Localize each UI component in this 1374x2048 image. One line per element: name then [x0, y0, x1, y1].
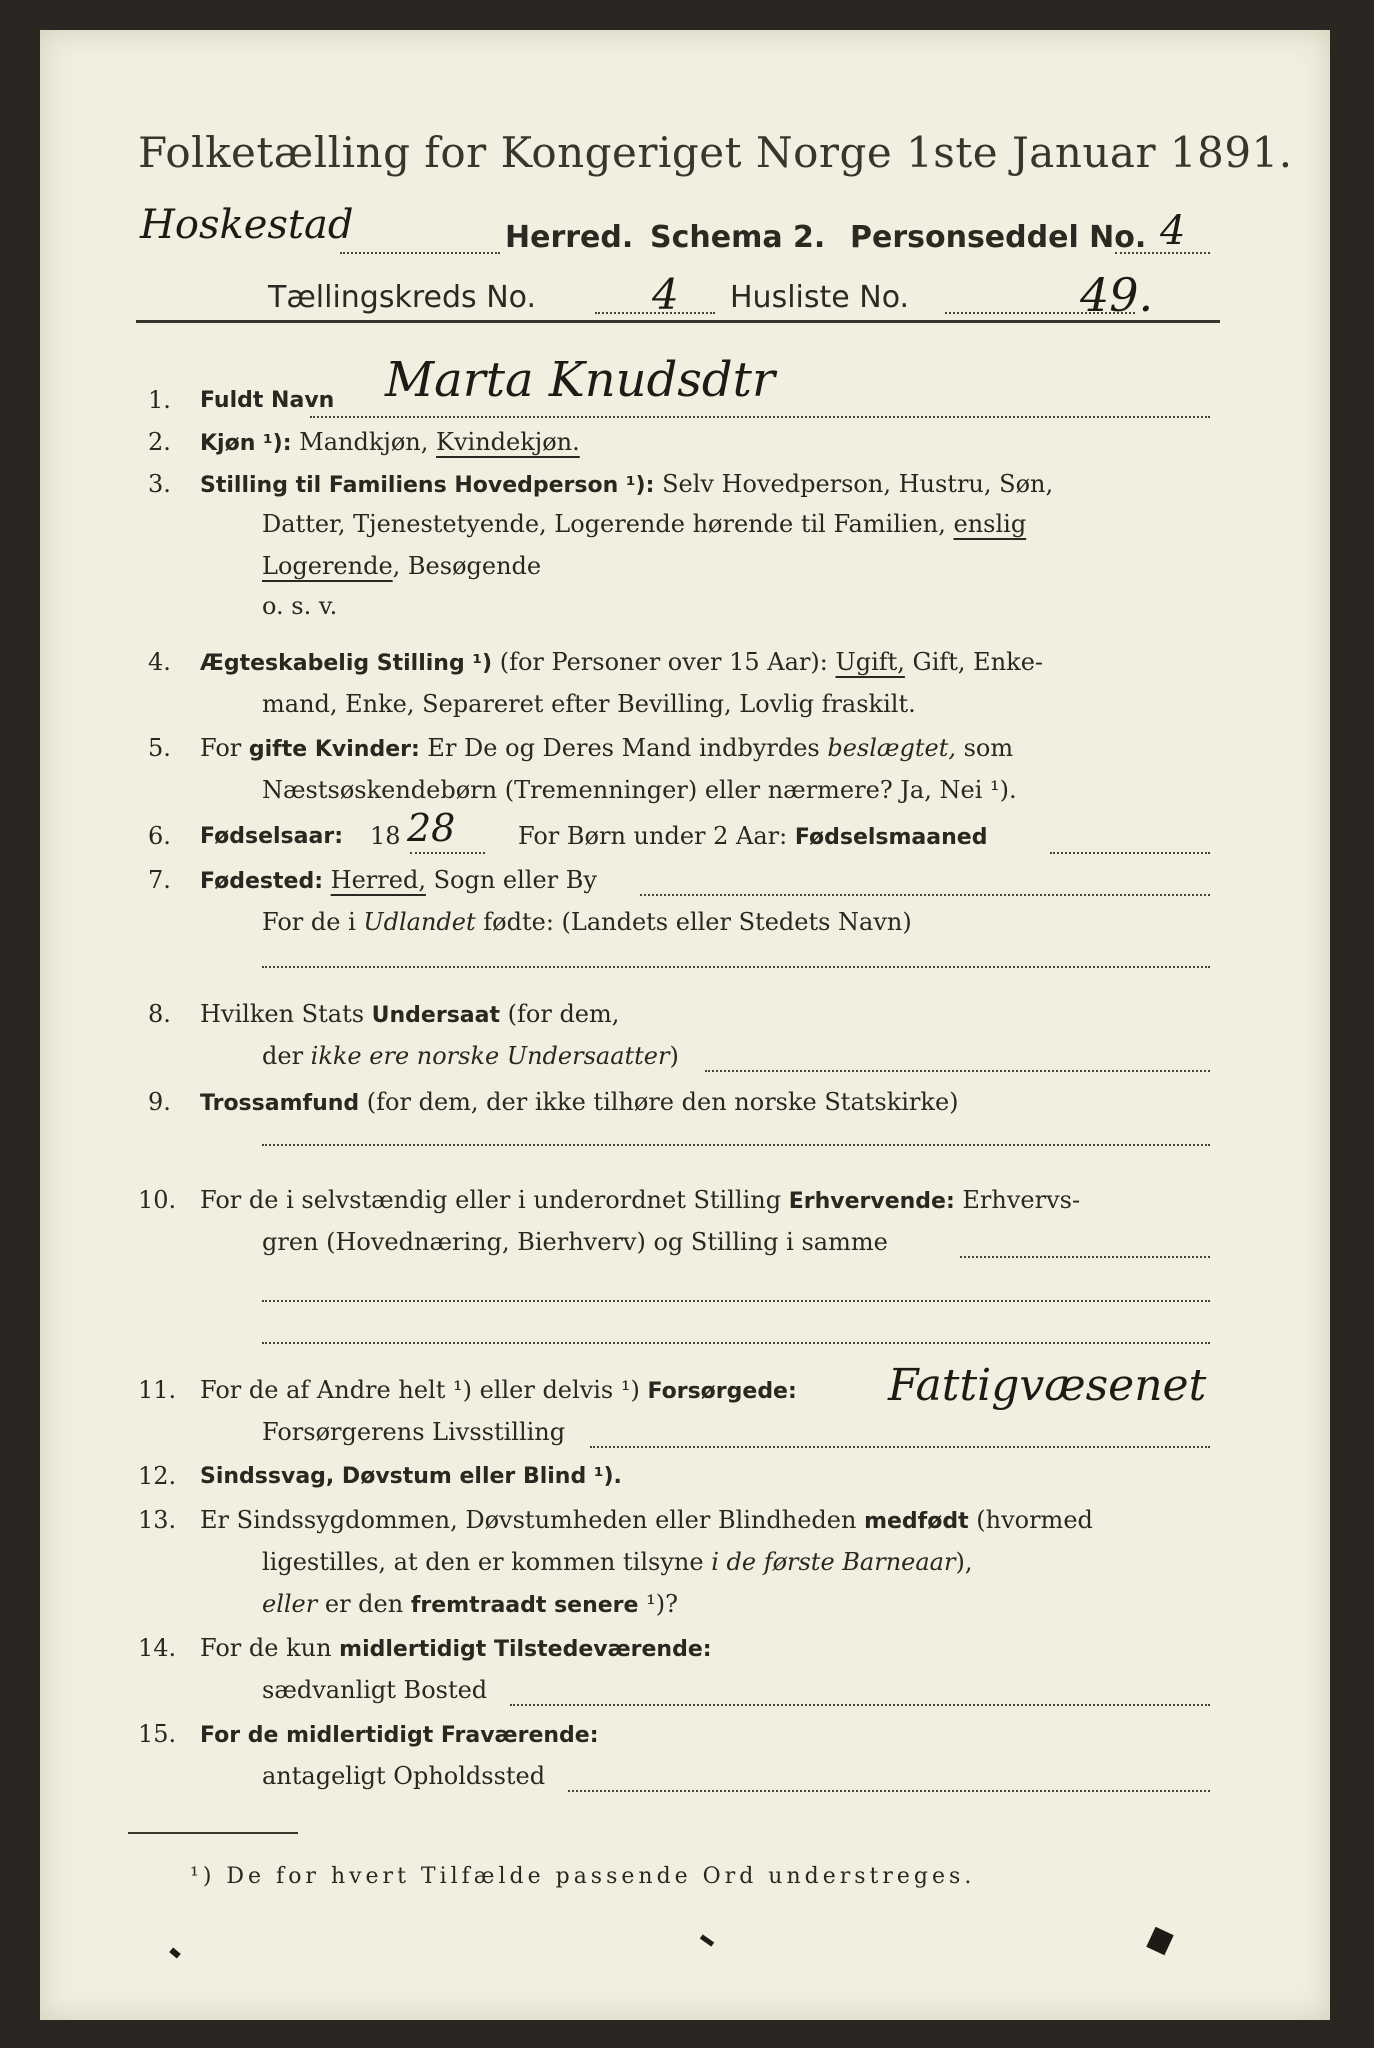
item-9-line	[200, 1088, 959, 1116]
item-3-line-1	[200, 470, 1053, 498]
herred-name: Hoskestad	[140, 202, 354, 248]
item-9-number: 9.	[148, 1088, 171, 1116]
item-8-ikke: ikke ere norske Undersaatter	[310, 1042, 670, 1070]
schema-label: Schema 2.	[650, 220, 826, 255]
item-8-line-2	[262, 1042, 679, 1070]
personseddel-value: 4	[1160, 208, 1186, 254]
item-14-line-1	[200, 1634, 712, 1662]
item-13-barneaar: i de første Barneaar	[711, 1548, 956, 1576]
item-10-dots-3	[262, 1342, 1210, 1344]
item-13-line-2	[262, 1548, 972, 1576]
ink-blot	[1146, 1927, 1173, 1955]
item-8-label: Undersaat	[371, 1003, 501, 1028]
item-11-dots	[590, 1446, 1210, 1448]
item-11-number: 11.	[138, 1376, 177, 1404]
husliste-label: Husliste No.	[730, 280, 910, 315]
item-2-line	[200, 428, 580, 456]
item-3-line-2	[262, 510, 1026, 538]
item-8-dots	[705, 1070, 1210, 1072]
item-13-medfodt: medfødt	[864, 1509, 969, 1534]
item-13-number: 13.	[138, 1506, 177, 1534]
item-4-text-2: mand, Enke, Separeret efter Bevilling, Lovlig fraskilt.	[262, 690, 916, 718]
item-13-hvormed: (hvormed	[968, 1506, 1093, 1534]
item-13-line-1	[200, 1506, 1093, 1534]
item-6-number: 6.	[148, 822, 171, 850]
taellingskreds-value: 4	[652, 270, 679, 319]
ink-speck	[169, 1947, 181, 1958]
item-10-label: Erhvervende:	[788, 1189, 955, 1214]
taellingskreds-label: Tællingskreds No.	[268, 280, 536, 315]
item-10-dots-1	[960, 1256, 1210, 1258]
item-6-century: 18	[370, 822, 401, 850]
item-5-text-2: Næstsøskendebørn (Tremenninger) eller nærmere? Ja, Nei ¹).	[262, 776, 1017, 804]
item-8-der: der	[262, 1042, 311, 1070]
item-5-label: gifte Kvinder:	[248, 737, 428, 762]
item-8-text-1: (for dem,	[500, 1000, 620, 1028]
item-7-text-2b: fødte: (Landets eller Stedets Navn)	[475, 908, 912, 936]
item-15-line-1	[200, 1720, 599, 1748]
form-title: Folketælling for Kongeriget Norge 1ste Januar 1891.	[138, 128, 1293, 177]
census-form-sheet	[40, 30, 1330, 2020]
item-14-dots	[510, 1704, 1210, 1706]
item-8-close: )	[669, 1042, 679, 1070]
item-3-label: Stilling til Familiens Hovedperson ¹):	[200, 473, 663, 498]
item-7-line-1	[200, 866, 597, 894]
item-3-text-2: Datter, Tjenestetyende, Logerende hørende til Familien,	[262, 510, 954, 538]
item-8-number: 8.	[148, 1000, 171, 1028]
item-14-number: 14.	[138, 1634, 177, 1662]
item-13-end: ¹)?	[638, 1590, 678, 1618]
item-7-text-2a: For de i	[262, 908, 364, 936]
item-15-number: 15.	[138, 1720, 177, 1748]
item-10-dots-2	[262, 1300, 1210, 1302]
item-3-osv: o. s. v.	[262, 592, 338, 620]
item-5-number: 5.	[148, 734, 171, 762]
item-1-dots	[310, 416, 1210, 418]
item-12-number: 12.	[138, 1462, 177, 1490]
item-13-text-1: Er Sindssygdommen, Døvstumheden eller Blindheden	[200, 1506, 865, 1534]
item-9-dots	[262, 1144, 1210, 1146]
item-10-text-1: For de i selvstændig eller i underordnet Stilling	[200, 1186, 789, 1214]
item-10-line-1	[200, 1186, 1080, 1214]
item-7-text-1: Sogn eller By	[425, 866, 597, 894]
item-9-text: (for dem, der ikke tilhøre den norske Statskirke)	[359, 1088, 959, 1116]
item-10-text-1b: Erhvervs-	[954, 1186, 1081, 1214]
item-15-label: For de midlertidigt Fraværende:	[200, 1723, 599, 1748]
item-4-number: 4.	[148, 648, 171, 676]
item-13-eller: eller	[262, 1590, 318, 1618]
herred-label: Herred.	[505, 220, 634, 255]
item-7-number: 7.	[148, 866, 171, 894]
item-6-label: Fødselsaar:	[200, 824, 343, 849]
item-2-opt-male: Mandkjøn,	[299, 428, 437, 456]
ink-speck-2	[700, 1934, 714, 1946]
item-14-text-1: For de kun	[200, 1634, 340, 1662]
item-7-dots	[640, 894, 1210, 896]
item-4-line-1	[200, 648, 1043, 676]
header-rule	[136, 320, 1220, 323]
item-7-udlandet: Udlandet	[363, 908, 476, 936]
item-6-dots	[410, 852, 485, 854]
item-6-dots-2	[1050, 852, 1210, 854]
item-9-label: Trossamfund	[200, 1091, 360, 1116]
item-11-text-2: Forsørgerens Livsstilling	[262, 1418, 566, 1446]
personseddel-label: Personseddel No.	[850, 220, 1147, 255]
item-15-dots	[568, 1790, 1210, 1792]
item-6-line-2	[518, 822, 987, 850]
item-5-line-1	[200, 734, 1013, 762]
item-7-label: Fødested:	[200, 869, 331, 894]
herred-dots	[340, 252, 500, 254]
item-8-prefix: Hvilken Stats	[200, 1000, 372, 1028]
item-15-text-2: antageligt Opholdssted	[262, 1762, 546, 1790]
item-2-label: Kjøn ¹):	[200, 431, 300, 456]
birth-year-value: 28	[407, 806, 456, 850]
full-name-value: Marta Knudsdtr	[385, 352, 775, 408]
item-5-prefix: For	[200, 734, 249, 762]
item-5-som: som	[955, 734, 1014, 762]
item-13-line-3	[262, 1590, 678, 1618]
item-4-opt-ugift: Ugift,	[835, 648, 905, 676]
item-3-line-3	[262, 552, 541, 580]
footnote-text: ¹) De for hvert Tilfælde passende Ord understreges.	[190, 1864, 976, 1889]
item-14-text-2: sædvanligt Bosted	[262, 1676, 488, 1704]
item-7-opt-herred: Herred,	[330, 866, 426, 894]
item-10-text-2: gren (Hovednæring, Bierhverv) og Stilling i samme	[262, 1228, 888, 1256]
item-2-number: 2.	[148, 428, 171, 456]
item-7-line-2	[262, 908, 912, 936]
item-8-line-1	[200, 1000, 619, 1028]
item-6-label-2: Fødselsmaaned	[794, 825, 988, 850]
item-13-close: ),	[955, 1548, 973, 1576]
item-5-beslaegtet: beslægtet,	[827, 734, 956, 762]
item-11-text-1: For de af Andre helt ¹) eller delvis ¹)	[200, 1376, 648, 1404]
husliste-value: 49.	[1080, 268, 1154, 322]
item-11-label: Forsørgede:	[647, 1379, 797, 1404]
item-1-number: 1.	[148, 386, 171, 414]
item-14-label: midlertidigt Tilstedeværende:	[339, 1637, 712, 1662]
item-10-number: 10.	[138, 1186, 177, 1214]
item-4-label: Ægteskabelig Stilling ¹)	[200, 651, 500, 676]
item-6-text-2: For Børn under 2 Aar:	[518, 822, 795, 850]
item-3-text-3: , Besøgende	[392, 552, 542, 580]
item-2-opt-female: Kvindekjøn.	[436, 428, 580, 456]
item-12-label: Sindssvag, Døvstum eller Blind ¹).	[200, 1464, 622, 1489]
item-13-fremtraadt: fremtraadt senere	[410, 1593, 639, 1618]
forsorger-value: Fattigvæsenet	[888, 1360, 1207, 1411]
item-13-text-3: er den	[317, 1590, 411, 1618]
item-11-line-1	[200, 1376, 797, 1404]
item-7-dots-2	[262, 966, 1210, 968]
item-4-text-1: (for Personer over 15 Aar):	[499, 648, 836, 676]
item-13-text-2: ligestilles, at den er kommen tilsyne	[262, 1548, 712, 1576]
footnote-rule	[128, 1832, 298, 1834]
item-3-opt-enslig: enslig	[953, 510, 1027, 538]
item-3-number: 3.	[148, 470, 171, 498]
item-3-opt-logerende: Logerende	[262, 552, 393, 580]
item-1-label: Fuldt Navn	[200, 388, 335, 413]
item-5-text-1: Er De og Deres Mand indbyrdes	[427, 734, 828, 762]
item-3-text-1: Selv Hovedperson, Hustru, Søn,	[662, 470, 1054, 498]
item-4-text-1b: Gift, Enke-	[904, 648, 1043, 676]
